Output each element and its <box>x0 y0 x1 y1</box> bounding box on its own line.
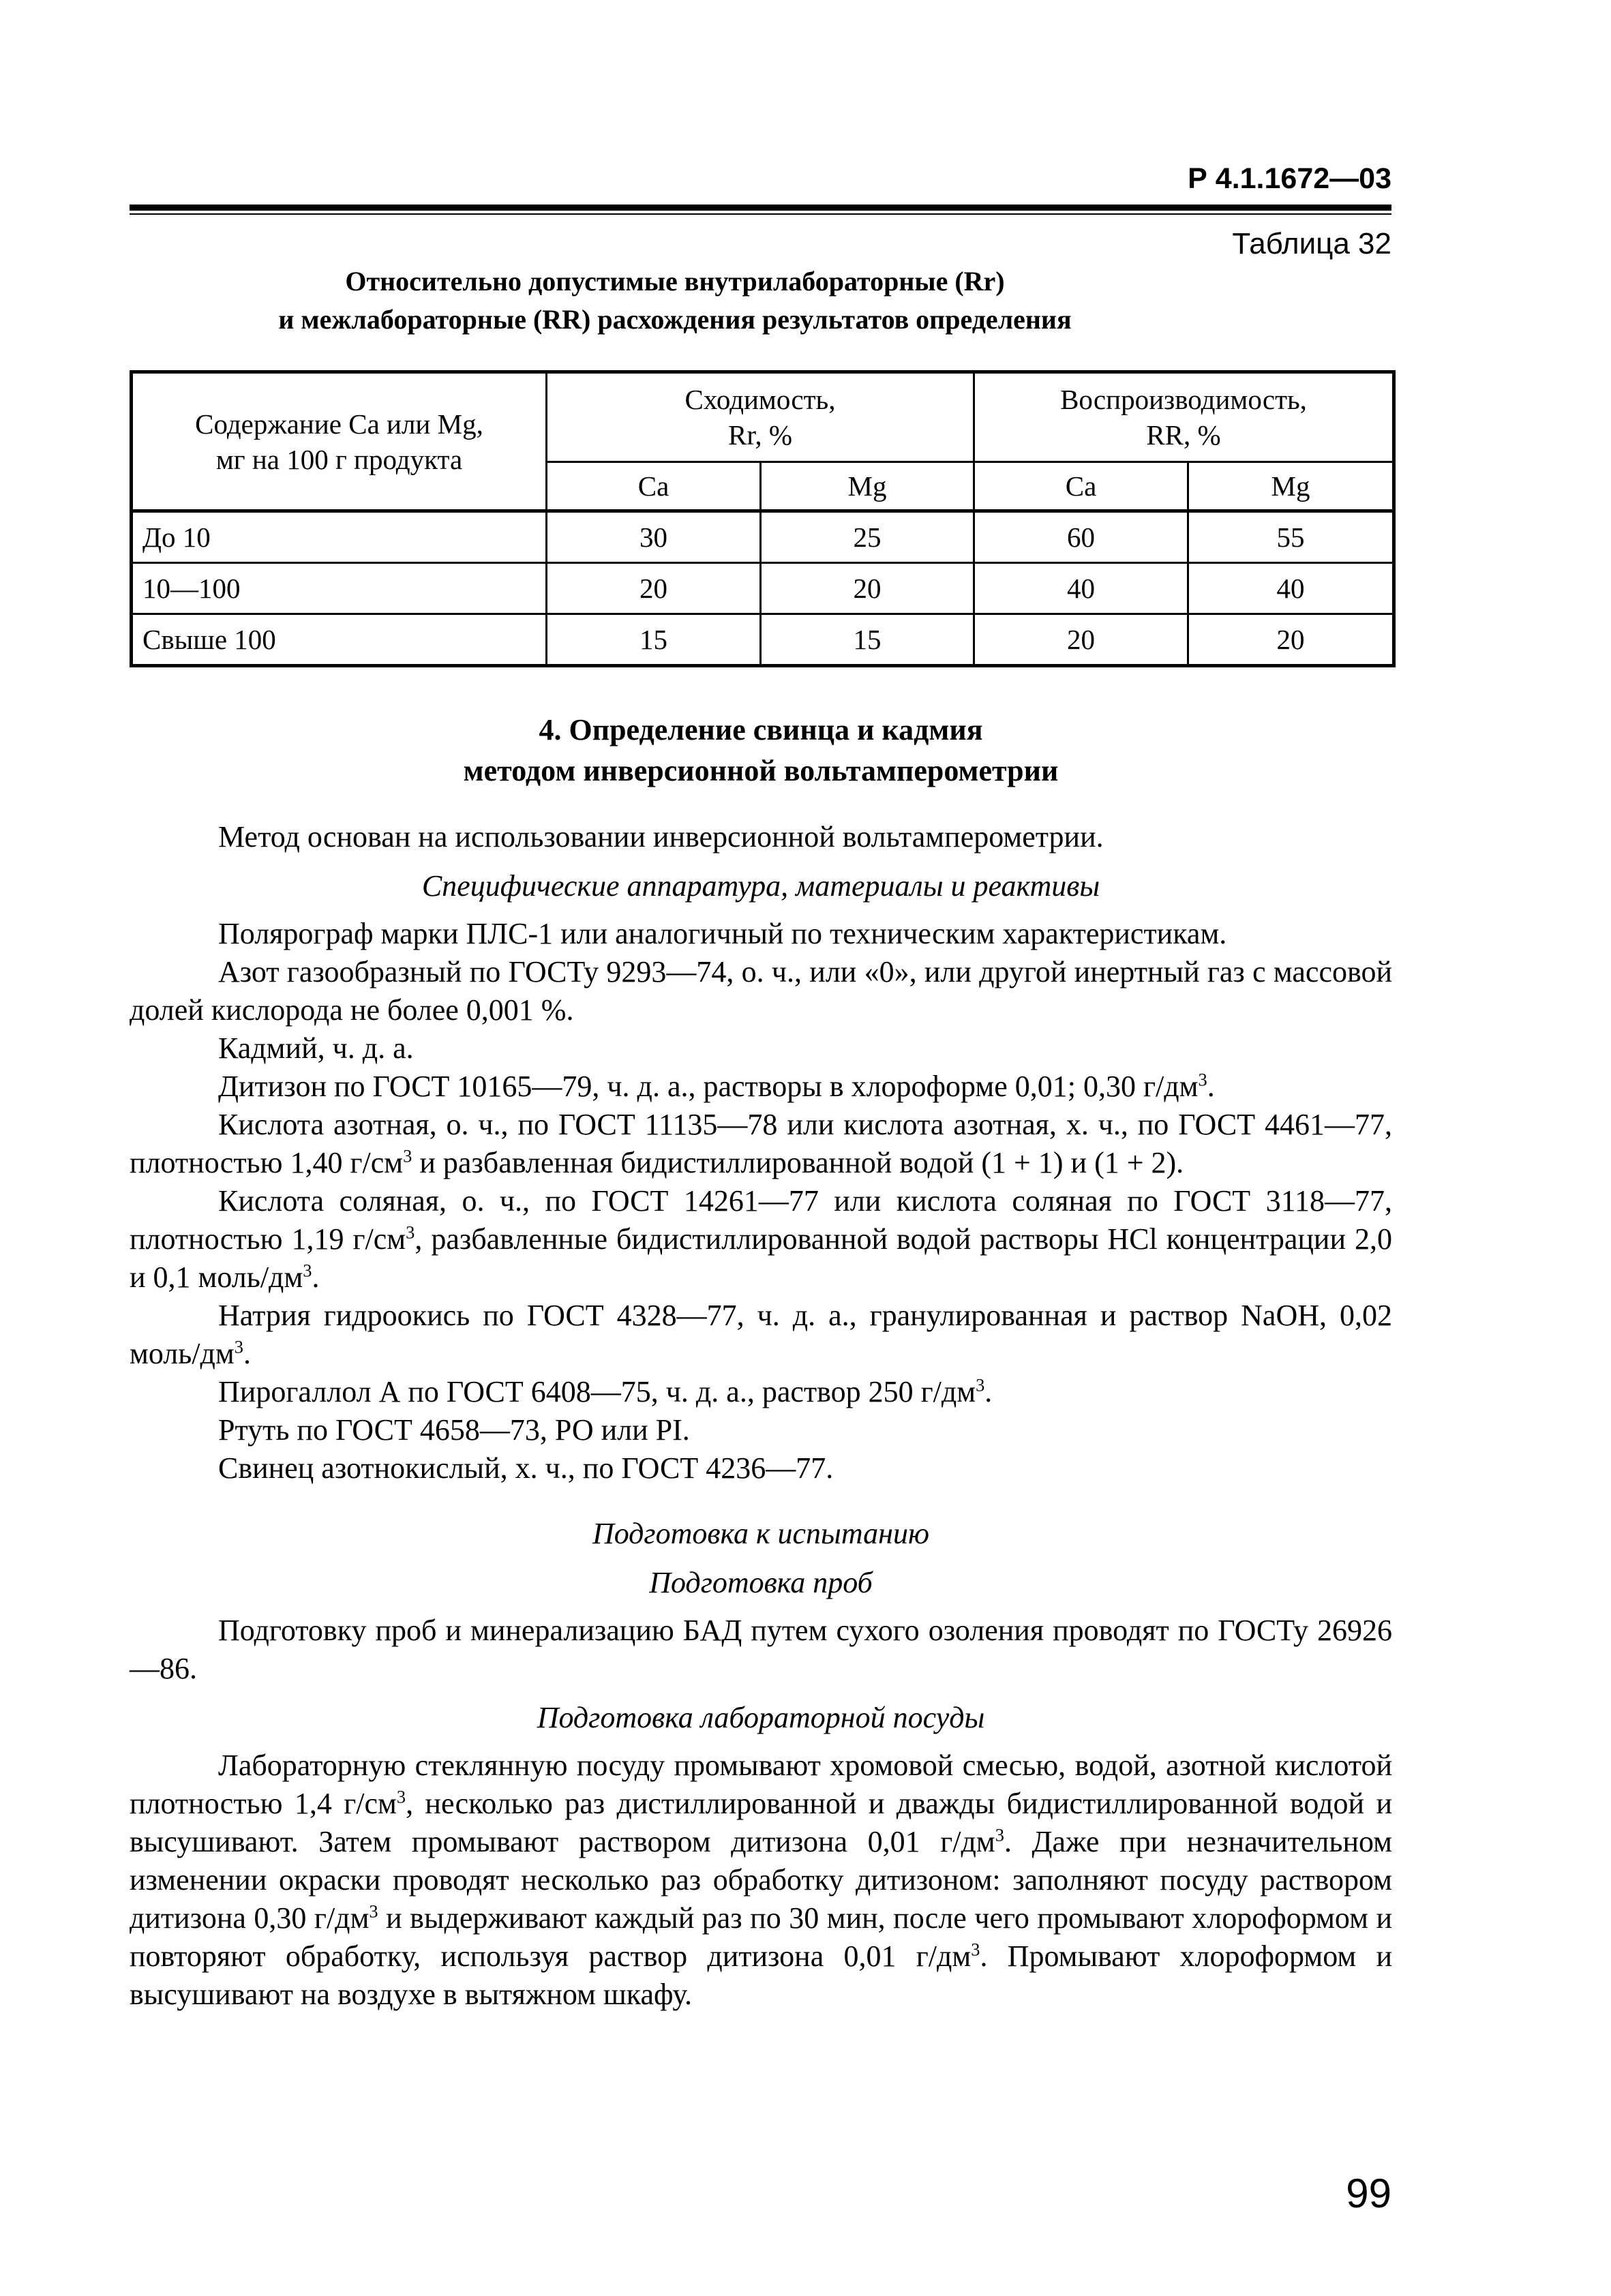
cell-value: 20 <box>974 614 1188 666</box>
paragraph: Пирогаллол А по ГОСТ 6408—75, ч. д. а., раствор 250 $г/дм^3$. <box>218 1374 993 1408</box>
paragraph: Азот газообразный по ГОСТу 9293—74, о. ч., или «0», или другой инертный газ с массовой долей кислорода не более 0,001 %. <box>130 955 1392 1027</box>
body-text <box>130 818 1392 2014</box>
paragraph: Полярограф марки ПЛС-1 или аналогичный по техническим характеристикам. <box>218 917 1227 950</box>
cell-value: 15 <box>547 614 761 666</box>
paragraph: Дитизон по ГОСТ 10165—79, ч. д. а., растворы в хлороформе 0,01; 0,30 $г/дм^3$. <box>218 1069 1215 1103</box>
document-code: Р 4.1.1672—03 <box>1188 162 1391 195</box>
paragraph: Натрия гидроокись по ГОСТ 4328—77, ч. д. а., гранулированная и раствор NaOH, 0,02 моль/$дм^3$. <box>130 1299 1392 1370</box>
subheading: Подготовка лабораторной посуды <box>537 1701 985 1734</box>
table-title-line-1: Относительно допустимые внутрилабораторные (Rr) <box>345 266 1005 297</box>
subheader-ca: Ca <box>974 462 1188 511</box>
header-rule <box>130 205 1391 215</box>
subheading: Специфические аппаратура, материалы и реактивы <box>421 869 1100 903</box>
subheader-mg: Mg <box>761 462 974 511</box>
paragraph: Подготовку проб и минерализацию БАД путем сухого озоления проводят по ГОСТу 26926—86. <box>130 1614 1392 1685</box>
subheading: Подготовка к испытанию <box>592 1517 930 1550</box>
table-row <box>132 614 1394 666</box>
table-row <box>132 563 1394 614</box>
col-group-reproducibility: Воспроизводимость, RR, % <box>974 372 1394 462</box>
cell-value: 20 <box>1188 614 1394 666</box>
col-group-repeatability: Сходимость, Rr, % <box>547 372 974 462</box>
table-title <box>130 262 1220 339</box>
table-row <box>132 511 1394 563</box>
cell-value: 20 <box>761 563 974 614</box>
cell-value: 25 <box>761 511 974 563</box>
paragraph: Метод основан на использовании инверсионной вольтамперометрии. <box>218 820 1104 854</box>
row-label: До 10 <box>132 511 547 563</box>
paragraph: Кислота соляная, о. ч., по ГОСТ 14261—77 или кислота соляная по ГОСТ 3118—77, плотностью 1,19 $г/см^3$, разбавленные бидистиллированной водой растворы HCl концентрации 2,0 и 0,1 моль/$дм^3$. <box>130 1184 1392 1294</box>
cell-value: 55 <box>1188 511 1394 563</box>
paragraph: Ртуть по ГОСТ 4658—73, РО или PI. <box>218 1413 690 1447</box>
row-label: Свыше 100 <box>132 614 547 666</box>
subheader-ca: Ca <box>547 462 761 511</box>
paragraph: Свинец азотнокислый, х. ч., по ГОСТ 4236—77. <box>218 1451 834 1485</box>
paragraph: Лабораторную стеклянную посуду промывают хромовой смесью, водой, азотной кислотой плотностью 1,4 $г/см^3$, несколько раз дистиллированной и дважды бидистиллированной водой и высушивают. Затем промывают раствором дитизона 0,01 $г/дм^3$. Даже при незначительном изменении окраски проводят несколько раз обработку дитизоном: заполняют посуду раствором дитизона 0,30 $г/дм^3$ и выдерживают каждый раз по 30 мин, после чего промывают хлороформом и повторяют обработку, используя раствор дитизона 0,01 $г/дм^3$. Промывают хлороформом и высушивают на воздухе в вытяжном шкафу. <box>130 1749 1392 2011</box>
cell-value: 30 <box>547 511 761 563</box>
cell-value: 20 <box>547 563 761 614</box>
paragraph: Кадмий, ч. д. а. <box>218 1031 414 1065</box>
cell-value: 15 <box>761 614 974 666</box>
paragraph: Кислота азотная, о. ч., по ГОСТ 11135—78 или кислота азотная, х. ч., по ГОСТ 4461—77, плотностью 1,40 $г/см^3$ и разбавленная бидистиллированной водой (1 + 1) и (1 + 2). <box>130 1108 1392 1179</box>
table-number: Таблица 32 <box>1232 227 1391 260</box>
col-content-header: Содержание Ca или Mg, мг на 100 г продукта <box>132 372 547 511</box>
cell-value: 60 <box>974 511 1188 563</box>
cell-value: 40 <box>974 563 1188 614</box>
subheader-mg: Mg <box>1188 462 1394 511</box>
section-heading: 4. Определение свинца и кадмия методом инверсионной вольтамперометрии <box>463 713 1059 787</box>
data-table <box>130 370 1396 667</box>
subheading: Подготовка проб <box>649 1566 873 1599</box>
table-title-line-2: и межлабораторные (RR) расхождения результатов определения <box>278 304 1072 335</box>
table-header-row <box>132 372 1394 462</box>
page-number: 99 <box>1346 2171 1391 2216</box>
row-label: 10—100 <box>132 563 547 614</box>
cell-value: 40 <box>1188 563 1394 614</box>
